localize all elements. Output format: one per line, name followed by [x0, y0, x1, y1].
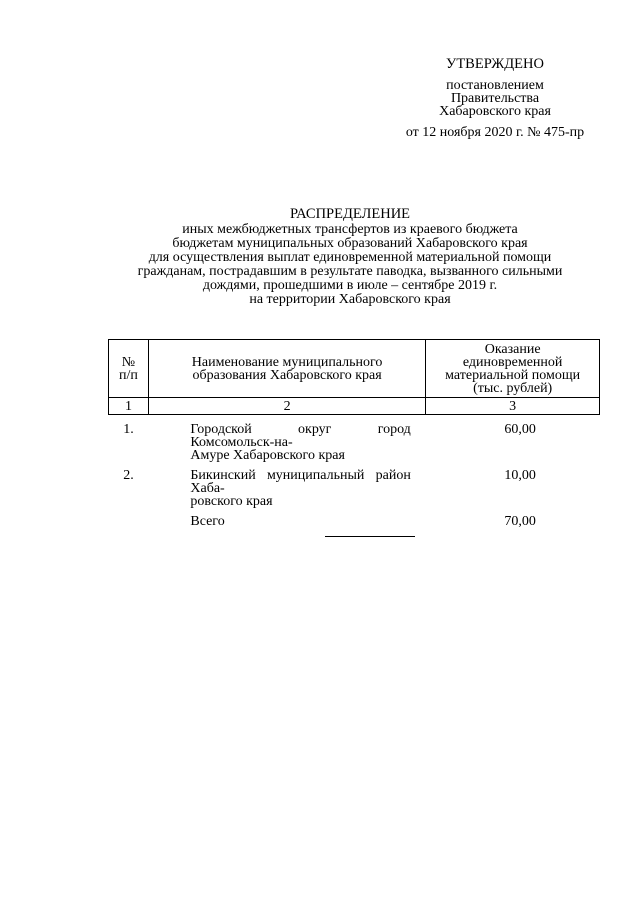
approval-line-2: Правительства: [450, 91, 540, 106]
approval-date: от 12 ноября 2020 г. № 475-пр: [405, 125, 585, 140]
total-label: Всего: [190, 514, 225, 529]
column-numbers-row: [109, 398, 600, 415]
subtitle-line: дождями, прошедшими в июле – сентябре 2019 г.: [202, 278, 498, 293]
total-amount: 70,00: [504, 514, 536, 529]
header-name: [148, 340, 425, 398]
subtitle-line: иных межбюджетных трансфертов из краевого бюджета: [182, 222, 518, 237]
row-amount: 60,00: [504, 422, 536, 437]
end-divider: [325, 536, 415, 537]
header-amount-line: единовременной: [462, 354, 563, 370]
document-title: РАСПРЕДЕЛЕНИЕ: [289, 206, 411, 222]
distribution-table: [108, 339, 600, 528]
header-num-line: п/п: [119, 367, 138, 383]
header-name-line: образования Хабаровского края: [192, 367, 382, 383]
row-name-line: Городской округ город Комсомольск-на-: [190, 422, 411, 450]
header-num: [109, 340, 149, 398]
row-name-line: Амуре Хабаровского края: [190, 448, 345, 463]
total-row: [109, 508, 600, 528]
row-amount: 10,00: [504, 468, 536, 483]
column-number: 3: [426, 398, 600, 415]
header-amount: [426, 340, 600, 398]
approval-line-1: постановлением: [446, 78, 544, 93]
header-amount-line: материальной помощи: [445, 367, 581, 383]
header-amount-line: (тыс. рублей): [473, 380, 553, 396]
column-number: 2: [148, 398, 425, 415]
approval-title: УТВЕРЖДЕНО: [446, 56, 544, 72]
subtitle-line: на территории Хабаровского края: [249, 292, 451, 307]
subtitle-line: бюджетам муниципальных образований Хабаровского края: [172, 236, 528, 251]
approval-line-3: Хабаровского края: [439, 104, 551, 119]
approval-block: [390, 58, 600, 139]
row-num: 1.: [123, 422, 134, 437]
table-row: [109, 462, 600, 508]
document-heading: [80, 206, 620, 307]
row-name-line: ровского края: [190, 494, 273, 509]
row-name: [148, 462, 425, 508]
row-name: [148, 415, 425, 463]
total-num: [109, 508, 149, 528]
document-subtitle: [80, 223, 620, 307]
column-number: 1: [109, 398, 149, 415]
header-name-line: Наименование муниципального: [191, 354, 383, 370]
subtitle-line: для осуществления выплат единовременной материальной помощи: [148, 250, 552, 265]
header-amount-line: Оказание: [484, 341, 541, 357]
row-name-line: Бикинский муниципальный район Хаба-: [190, 468, 411, 496]
subtitle-line: гражданам, пострадавшим в результате паводка, вызванного сильными: [137, 264, 563, 279]
row-num: 2.: [123, 468, 134, 483]
table-header-row: [109, 340, 600, 398]
header-num-line: №: [121, 354, 136, 370]
table-row: [109, 415, 600, 463]
